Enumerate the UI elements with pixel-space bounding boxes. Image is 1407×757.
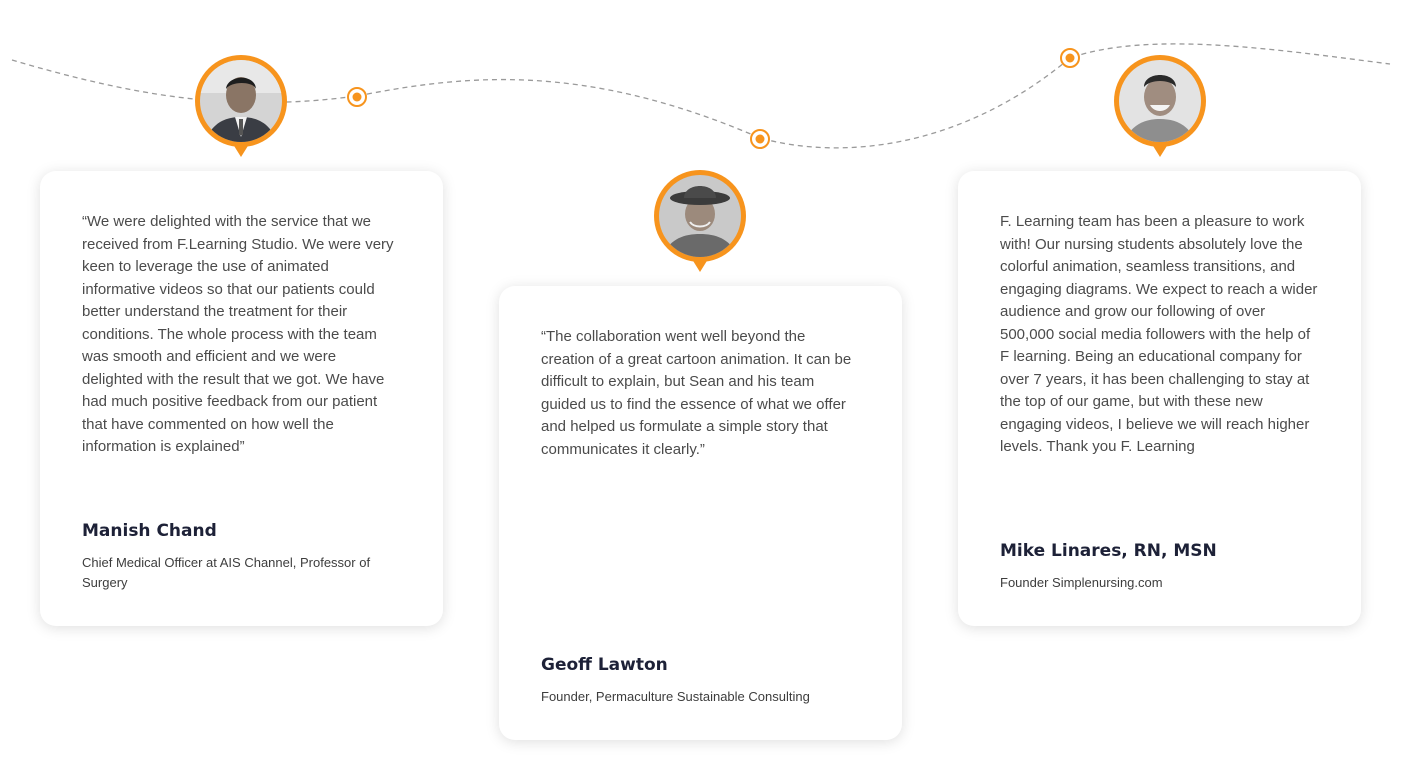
person-photo-icon: [193, 53, 289, 163]
testimonial-role: Founder, Permaculture Sustainable Consulting: [541, 689, 810, 704]
avatar-mike-linares: [1112, 53, 1208, 163]
waypoint-marker-icon: [1061, 49, 1079, 67]
waypoint-marker-icon: [751, 130, 769, 148]
person-photo-icon: [1112, 53, 1208, 163]
testimonial-quote: “The collaboration went well beyond the creation of a great cartoon animation. It can be difficult to explain, but Sean and his team guided us to find the essence of what we offer and helped us formulate a simple story that communicates it clearly.”: [541, 328, 852, 458]
avatar-manish-chand: [193, 53, 289, 163]
testimonial-name: Manish Chand: [82, 521, 217, 541]
testimonial-quote: F. Learning team has been a pleasure to work with! Our nursing students absolutely love the colorful animation, seamless transitions, and engaging diagrams. We expect to reach a wider audience and grow our following of over 500,000 social media followers with the help of F learning. Being an educational company for over 7 years, it has been challenging to stay at the top of our game, but with these new engaging videos, I believe we will reach higher levels. Thank you F. Learning: [1000, 213, 1318, 455]
testimonial-role: Chief Medical Officer at AIS Channel, Professor of Surgery: [82, 555, 371, 590]
waypoint-marker-icon: [348, 88, 366, 106]
person-photo-icon: [652, 168, 748, 278]
testimonial-role: Founder Simplenursing.com: [1000, 575, 1163, 590]
avatar-geoff-lawton: [652, 168, 748, 278]
testimonial-card: [958, 171, 1361, 626]
testimonial-card: [499, 286, 902, 740]
testimonial-card: [40, 171, 443, 626]
testimonial-name: Geoff Lawton: [541, 655, 668, 675]
testimonial-name: Mike Linares, RN, MSN: [1000, 541, 1217, 561]
testimonial-quote: “We were delighted with the service that we received from F.Learning Studio. We were very keen to leverage the use of animated informative videos so that our patients could better understand the treatment for their conditions. The whole process with the team was smooth and efficient and we were delighted with the result that we got. We have had much positive feedback from our patient that have commented on how well the information is explained”: [82, 213, 394, 455]
